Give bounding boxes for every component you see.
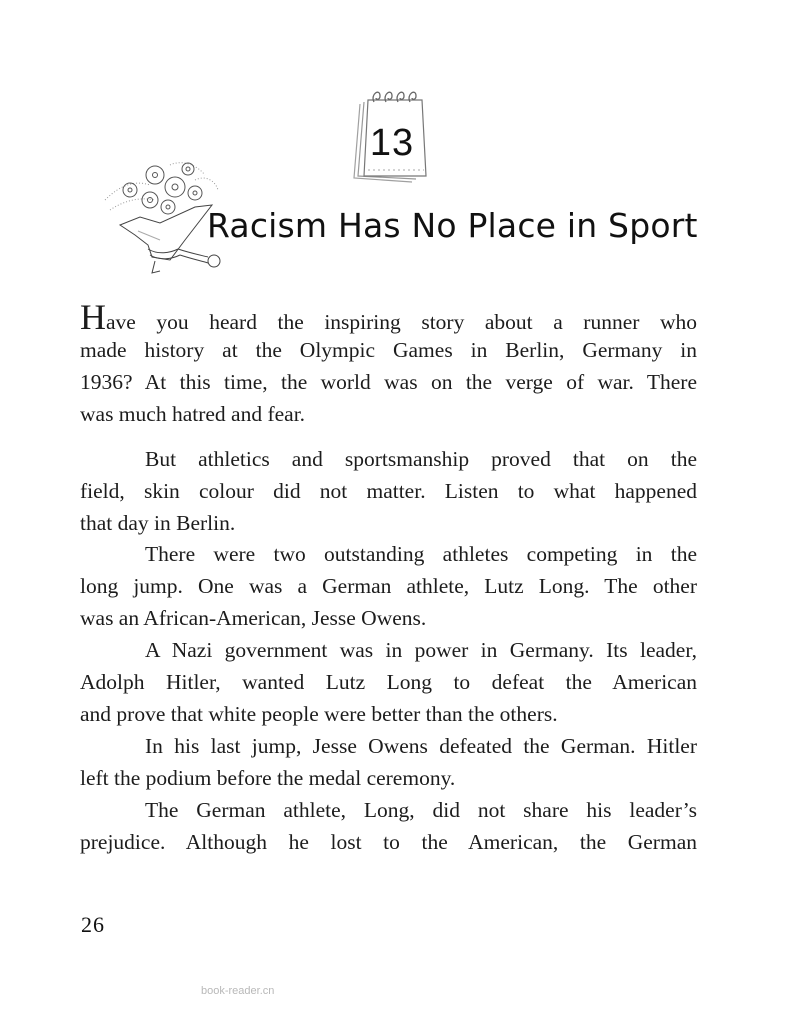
text-line: Have you heard the inspiring story about a runner who (80, 297, 697, 337)
text-line: and prove that white people were better than the others. (80, 702, 558, 726)
text-line: A Nazi government was in power in Germany. Its leader, (145, 638, 697, 662)
page-number: 26 (81, 912, 105, 937)
text-line: was an African-American, Jesse Owens. (80, 606, 427, 630)
text-line: But athletics and sportsmanship proved that on the (145, 447, 697, 471)
chapter-calendar (352, 82, 432, 188)
text-line: that day in Berlin. (80, 511, 236, 535)
text-line: The German athlete, Long, did not share his leader’s (145, 798, 697, 822)
text-line: long jump. One was a German athlete, Lutz Long. The other (80, 574, 697, 598)
text-line: left the podium before the medal ceremony. (80, 766, 456, 790)
text-line: There were two outstanding athletes competing in the (145, 542, 697, 566)
text-line: 1936? At this time, the world was on the verge of war. There (80, 370, 697, 394)
text-line: field, skin colour did not matter. Listen to what happened (80, 479, 697, 503)
text-line: was much hatred and fear. (80, 402, 306, 426)
chapter-title: Racism Has No Place in Sport (207, 206, 698, 245)
text-line: prejudice. Although he lost to the American, the German (80, 830, 697, 854)
watermark: book-reader.cn (201, 985, 275, 997)
text-line: Adolph Hitler, wanted Lutz Long to defeat the American (80, 670, 697, 694)
chapter-number: 13 (369, 122, 415, 164)
text-line: made history at the Olympic Games in Berlin, Germany in (80, 338, 697, 362)
text-line: In his last jump, Jesse Owens defeated the German. Hitler (145, 734, 697, 758)
drop-cap: H (80, 297, 106, 337)
